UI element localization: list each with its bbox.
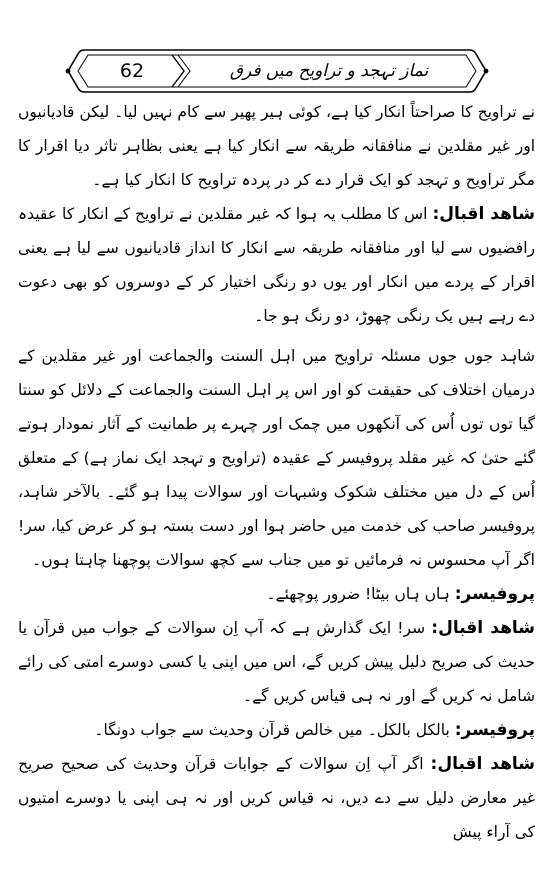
paragraph-text: نے تراویح کا صراحتاً انکار کیا ہے، کوئی ہیر پھیر سے کام نہیں لیا۔ لیکن قادیانیوں اور غیر مقلدین نے منافقانہ طریقہ سے انکار کیا ہے یعنی بظاہر تاثر دیا اقرار کا مگر تراویح و تہجد کو ایک قرار دے کر در پردہ تراویح کا انکار کیا ہے۔ bbox=[18, 103, 535, 189]
paragraph-5 bbox=[18, 611, 535, 713]
page-number: 62 bbox=[119, 60, 145, 82]
paragraph-text: بالکل بالکل۔ میں خالص قرآن وحدیث سے جواب دونگا۔ bbox=[94, 721, 450, 739]
paragraph-text: سر! ایک گذارش ہے کہ آپ اِن سوالات کے جواب میں قرآن یا حدیث کی صریح دلیل پیش کریں گے، اس میں اپنی یا کسی دوسرے امتی کی رائے شامل نہ کریں گے اور نہ ہی قیاس کریں گے۔ bbox=[18, 619, 535, 705]
speaker-label: شاهد اقبال: bbox=[431, 618, 535, 638]
page-body bbox=[18, 95, 535, 849]
paragraph-4 bbox=[18, 577, 535, 611]
running-title: نماز تہجد و تراویح میں فرق bbox=[229, 61, 429, 81]
paragraph-7 bbox=[18, 747, 535, 849]
page-header bbox=[62, 44, 492, 98]
paragraph-3 bbox=[18, 339, 535, 577]
paragraph-1 bbox=[18, 95, 535, 197]
speaker-label: شاهد اقبال: bbox=[430, 754, 535, 774]
speaker-label: پروفیسر: bbox=[454, 720, 535, 740]
paragraph-text: اگر آپ اِن سوالات کے جوابات قرآن وحدیث کی صحیح صریح غیر معارض دلیل سے دے دیں، نہ قیاس کریں اور نہ ہی اپنی یا دوسرے امتیوں کی آراء پیش bbox=[18, 755, 535, 841]
speaker-label: شاهد اقبال: bbox=[432, 204, 535, 224]
paragraph-text: ہاں ہاں بیٹا! ضرور پوچھئے۔ bbox=[266, 585, 450, 603]
speaker-label: پروفیسر: bbox=[454, 584, 535, 604]
paragraph-text: شاہد جوں جوں مسئلہ تراویح میں اہل السنت والجماعت اور غیر مقلدین کے درمیان اختلاف کی حقیقت کو اور اس پر اہل السنت والجماعت کے دلائل کو سنتا گیا توں توں اُس کی آنکھوں میں چمک اور چہرے پر طمانیت کے آثار نمودار ہوتے گئے حتیٰ کہ غیر مقلد پروفیسر کے عقیدہ (تراویح و تہجد ایک نماز ہے) کے متعلق اُس کے دل میں مختلف شکوک وشبہات اور سوالات پیدا ہو گئے۔ بالآخر شاہد، پروفیسر صاحب کی خدمت میں حاضر ہوا اور دست بستہ ہو کر عرض کیا، سر! اگر آپ محسوس نہ فرمائیں تو میں جناب سے کچھ سوالات پوچھنا چاہتا ہوں۔ bbox=[18, 347, 535, 569]
paragraph-6 bbox=[18, 713, 535, 747]
paragraph-2 bbox=[18, 197, 535, 333]
paragraph-text: اس کا مطلب یہ ہوا کہ غیر مقلدین نے تراویح کے انکار کا عقیدہ رافضیوں سے لیا اور منافقانہ طریقہ سے انکار کا انداز قادیانیوں سے لیا ہے یعنی اقرار کے پردے میں انکار اور یوں دو رنگی اختیار کر کے دوسروں کو بھی دعوت دے رہے ہیں یک رنگی چھوڑ، دو رنگ ہو جا۔ bbox=[18, 205, 535, 325]
